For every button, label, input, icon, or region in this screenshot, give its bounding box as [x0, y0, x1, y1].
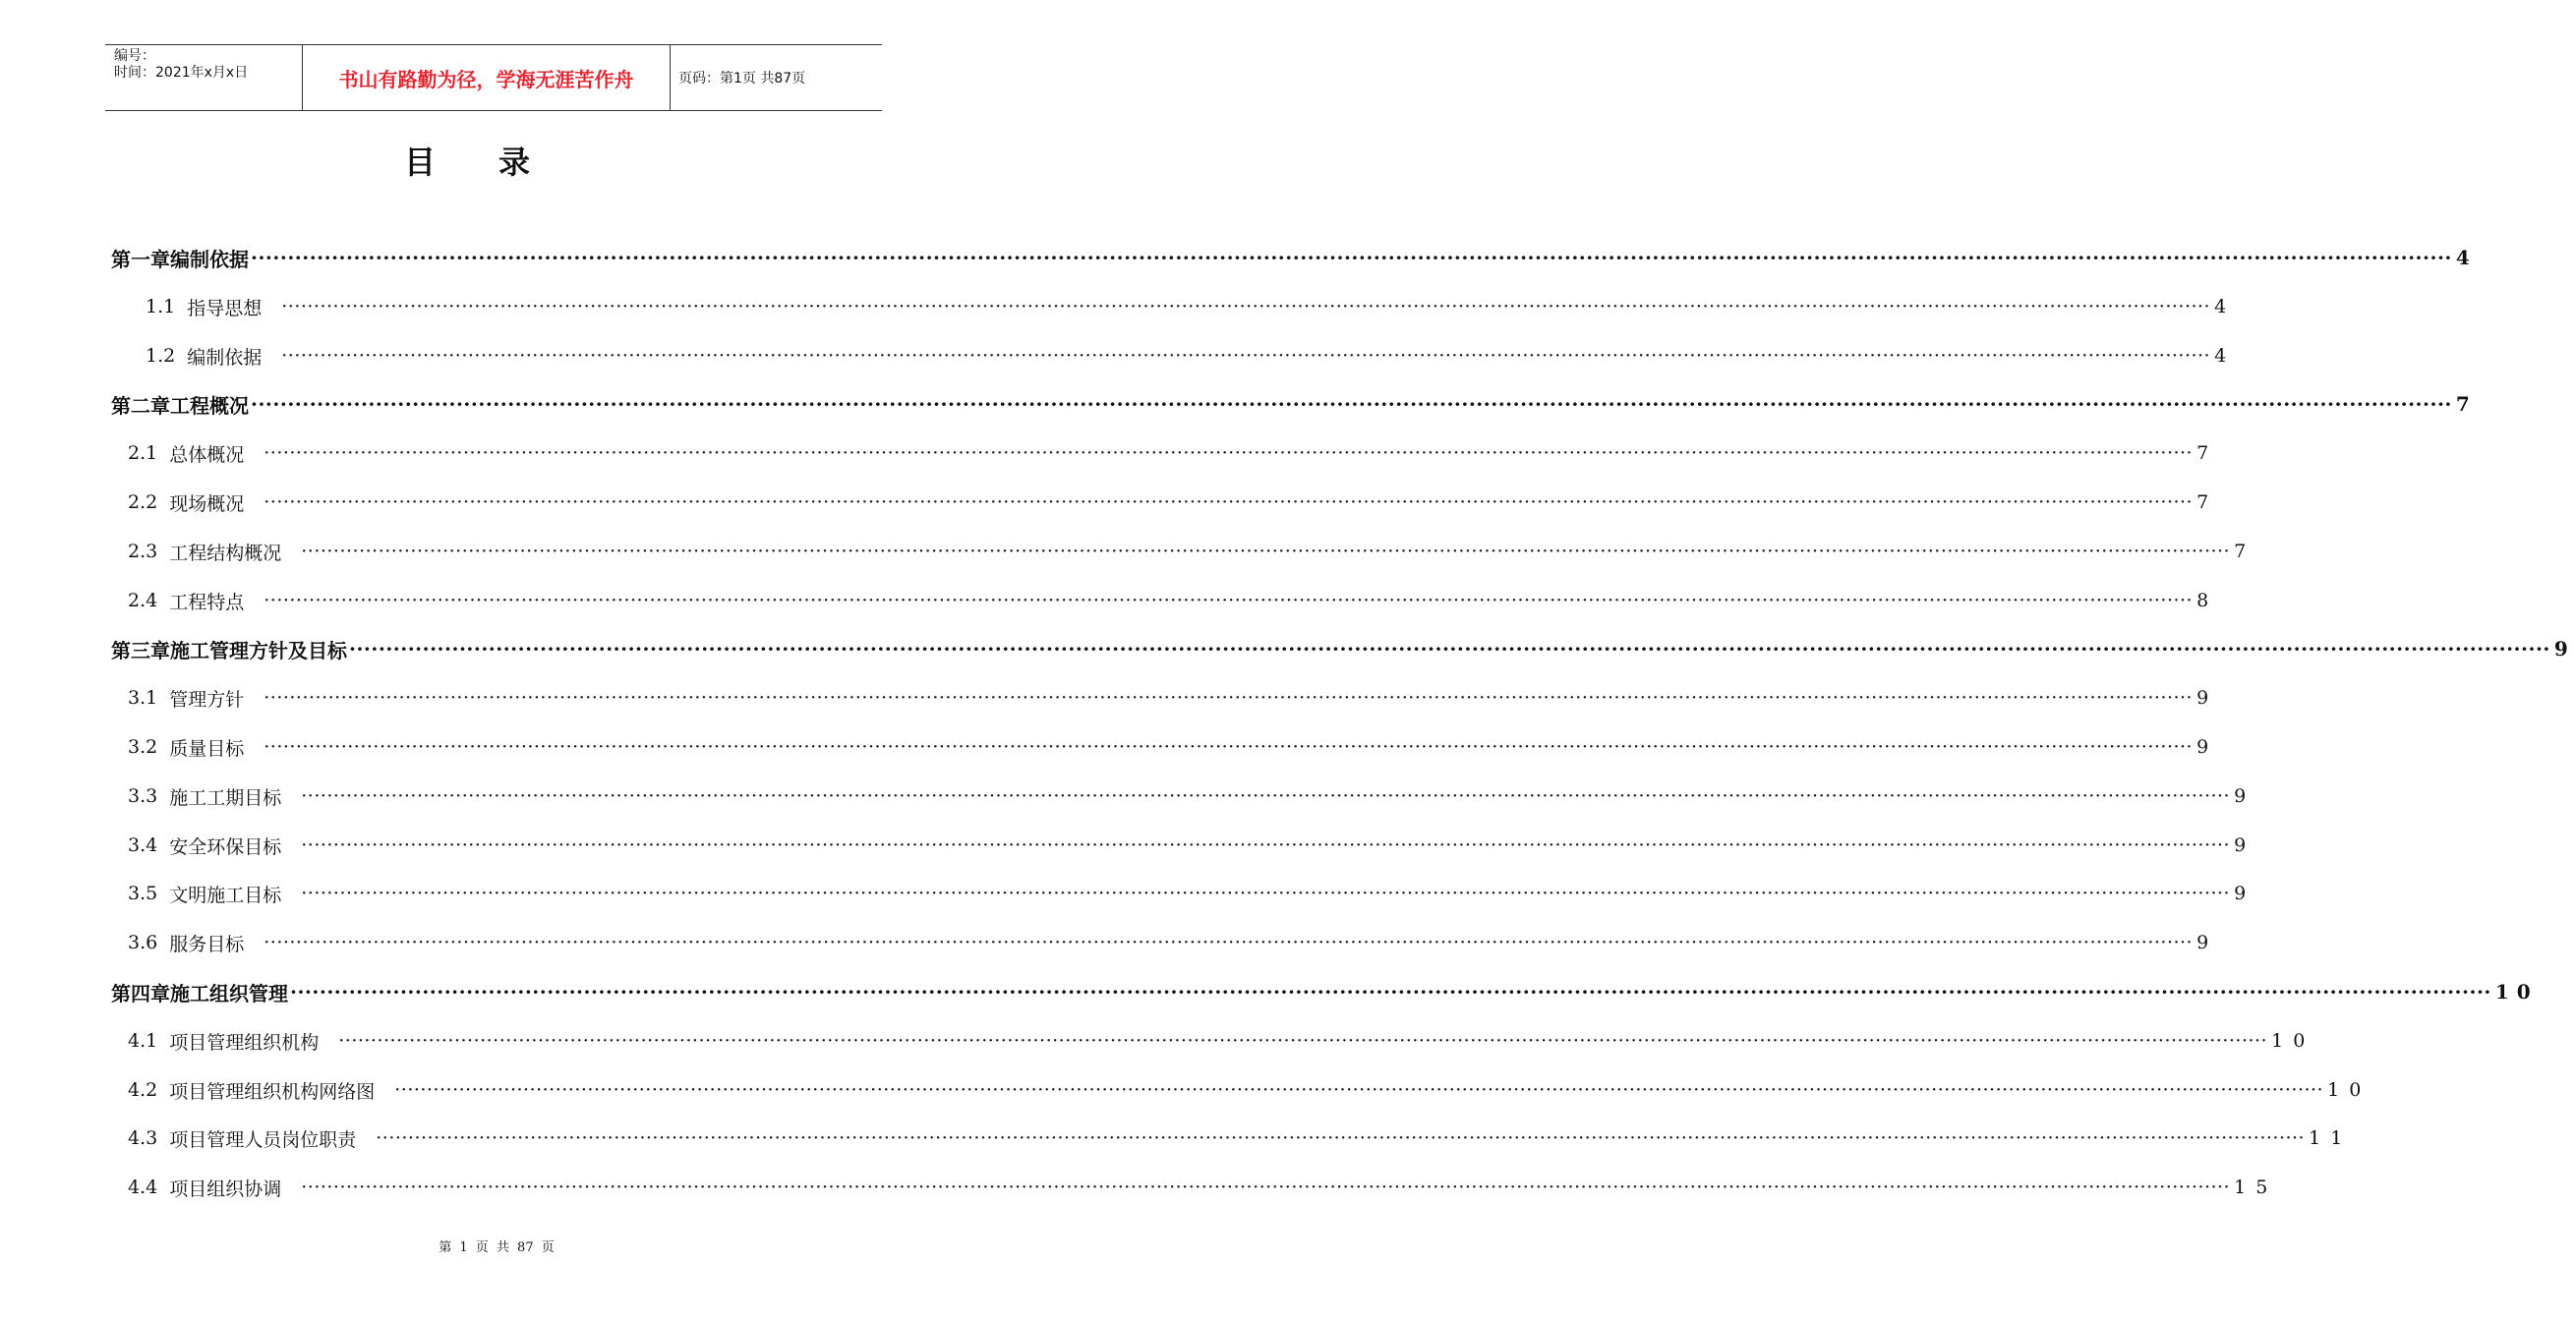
toc-leader-dots: ············································································································································································································································································································ — [263, 442, 2194, 464]
toc-section-row[interactable] — [128, 586, 2219, 615]
toc-leader-dots: ············································································································································································································································································································ — [394, 1079, 2324, 1101]
toc-leader-dots: ············································································································································································································································································································ — [263, 687, 2194, 709]
toc-label: 安全环保目标 — [169, 835, 282, 858]
toc-section-row[interactable] — [128, 732, 2219, 762]
toc-page-number: 9 — [2196, 687, 2219, 709]
toc-page-number: 7 — [2234, 541, 2256, 562]
toc-label: 文明施工目标 — [169, 884, 282, 906]
toc-leader-dots: ············································································································································································································································································································ — [338, 1030, 2268, 1052]
toc-section-row[interactable] — [128, 1173, 2278, 1202]
toc-number: 第一章 — [111, 247, 170, 271]
toc-label: 项目管理人员岗位职责 — [169, 1128, 357, 1151]
toc-label: 指导思想 — [187, 297, 263, 319]
toc-section-row[interactable] — [128, 928, 2219, 957]
toc-page-number: 7 — [2455, 392, 2478, 416]
page-header — [105, 44, 882, 111]
page-title: 目录 — [403, 144, 593, 181]
toc-number: 2.3 — [128, 541, 158, 562]
header-motto: 书山有路勤为径，学海无涯苦作舟 — [303, 45, 671, 110]
toc-page-number: 10 — [2327, 1079, 2371, 1101]
toc-number: 3.4 — [128, 834, 158, 856]
toc-page-number: 15 — [2234, 1177, 2278, 1198]
toc-label: 项目管理组织机构网络图 — [169, 1080, 376, 1103]
toc-leader-dots: ············································································································································································································································································································ — [281, 296, 2211, 317]
toc-page-number: 11 — [2309, 1127, 2353, 1149]
toc-section-row[interactable] — [128, 683, 2219, 713]
toc-number: 4.1 — [128, 1030, 158, 1052]
header-meta — [105, 45, 303, 110]
toc-label: 编制依据 — [170, 247, 249, 271]
toc-chapter-row[interactable] — [111, 389, 2478, 419]
toc-leader-dots: ············································································································································································································································································································ — [301, 785, 2231, 807]
toc-leader-dots: ············································································································································································································································································································ — [301, 1177, 2231, 1198]
toc-number: 1.2 — [146, 345, 176, 367]
toc-section-row[interactable] — [128, 831, 2256, 860]
toc-page-number: 4 — [2214, 296, 2237, 317]
toc-number: 2.2 — [128, 491, 158, 513]
toc-page-number: 8 — [2196, 590, 2219, 611]
toc-chapter-row[interactable] — [111, 977, 2539, 1006]
toc-label: 管理方针 — [169, 688, 245, 711]
toc-number: 3.2 — [128, 736, 158, 758]
toc-number: 3.5 — [128, 883, 158, 904]
toc-leader-dots: ············································································································································································································································································································ — [251, 392, 2452, 416]
toc-section-row[interactable] — [128, 879, 2256, 908]
toc-section-row[interactable] — [128, 1026, 2315, 1056]
toc-number: 4.4 — [128, 1177, 158, 1198]
time-label: 时间：2021年x月x日 — [114, 65, 249, 81]
toc-label: 项目管理组织机构 — [169, 1031, 320, 1054]
toc-number: 4.2 — [128, 1079, 158, 1101]
toc-page-number: 7 — [2196, 442, 2219, 464]
toc-leader-dots: ············································································································································································································································································································ — [301, 834, 2231, 856]
toc-page-number: 9 — [2553, 637, 2576, 660]
toc-label: 项目组织协调 — [169, 1177, 282, 1200]
toc-section-row[interactable] — [128, 781, 2256, 811]
page-footer: 第 1 页 共 87 页 — [439, 1240, 555, 1255]
toc-number: 1.1 — [146, 296, 176, 317]
toc-page-number: 7 — [2196, 491, 2219, 513]
toc-leader-dots: ············································································································································································································································································································ — [290, 980, 2491, 1004]
toc-page-number: 9 — [2234, 834, 2256, 856]
toc-leader-dots: ············································································································································································································································································································ — [251, 246, 2452, 269]
toc-section-row[interactable] — [128, 1075, 2371, 1105]
toc-section-row[interactable] — [146, 292, 2237, 321]
toc-chapter-row[interactable] — [111, 634, 2576, 663]
header-page-info: 页码：第1页 共87页 — [678, 71, 806, 86]
toc-leader-dots: ············································································································································································································································································································ — [263, 491, 2194, 513]
toc-number: 3.1 — [128, 687, 158, 709]
toc-label: 施工组织管理 — [170, 981, 288, 1005]
toc-section-row[interactable] — [128, 537, 2256, 566]
toc-leader-dots: ············································································································································································································································································································ — [263, 736, 2194, 758]
toc-page-number: 10 — [2271, 1030, 2315, 1052]
toc-label: 质量目标 — [169, 737, 245, 760]
toc-leader-dots: ············································································································································································································································································································ — [281, 345, 2211, 367]
toc-page-number: 9 — [2196, 932, 2219, 953]
toc-label: 施工工期目标 — [169, 786, 282, 809]
toc-page-number: 4 — [2214, 345, 2237, 367]
toc-label: 现场概况 — [169, 492, 245, 515]
toc-section-row[interactable] — [146, 341, 2237, 371]
toc-section-row[interactable] — [128, 1123, 2353, 1153]
toc-label: 服务目标 — [169, 933, 245, 955]
toc-leader-dots: ············································································································································································································································································································ — [301, 541, 2231, 562]
toc-leader-dots: ············································································································································································································································································································ — [376, 1127, 2306, 1149]
toc-leader-dots: ············································································································································································································································································································ — [263, 932, 2194, 953]
toc-page-number: 9 — [2196, 736, 2219, 758]
toc-label: 工程结构概况 — [169, 542, 282, 564]
toc-label: 施工管理方针及目标 — [170, 638, 347, 662]
toc-page-number: 10 — [2494, 980, 2539, 1004]
toc-number: 2.1 — [128, 442, 158, 464]
toc-page-number: 9 — [2234, 883, 2256, 904]
toc-number: 第四章 — [111, 981, 170, 1005]
toc-section-row[interactable] — [128, 438, 2219, 468]
toc-number: 3.6 — [128, 932, 158, 953]
toc-label: 总体概况 — [169, 443, 245, 466]
toc-number: 3.3 — [128, 785, 158, 807]
toc-label: 工程概况 — [170, 393, 249, 418]
toc-number: 2.4 — [128, 590, 158, 611]
toc-chapter-row[interactable] — [111, 243, 2478, 272]
toc-section-row[interactable] — [128, 488, 2219, 517]
toc-number: 第二章 — [111, 393, 170, 418]
toc-leader-dots: ············································································································································································································································································································ — [263, 590, 2194, 611]
toc-leader-dots: ············································································································································································································································································································ — [301, 883, 2231, 904]
toc-label: 工程特点 — [169, 591, 245, 613]
toc-number: 第三章 — [111, 638, 170, 662]
toc-page-number: 9 — [2234, 785, 2256, 807]
toc-label: 编制依据 — [187, 346, 263, 369]
toc-leader-dots: ············································································································································································································································································································ — [349, 637, 2550, 660]
toc-page-number: 4 — [2455, 246, 2478, 269]
toc-number: 4.3 — [128, 1127, 158, 1149]
code-label: 编号： — [114, 48, 155, 64]
